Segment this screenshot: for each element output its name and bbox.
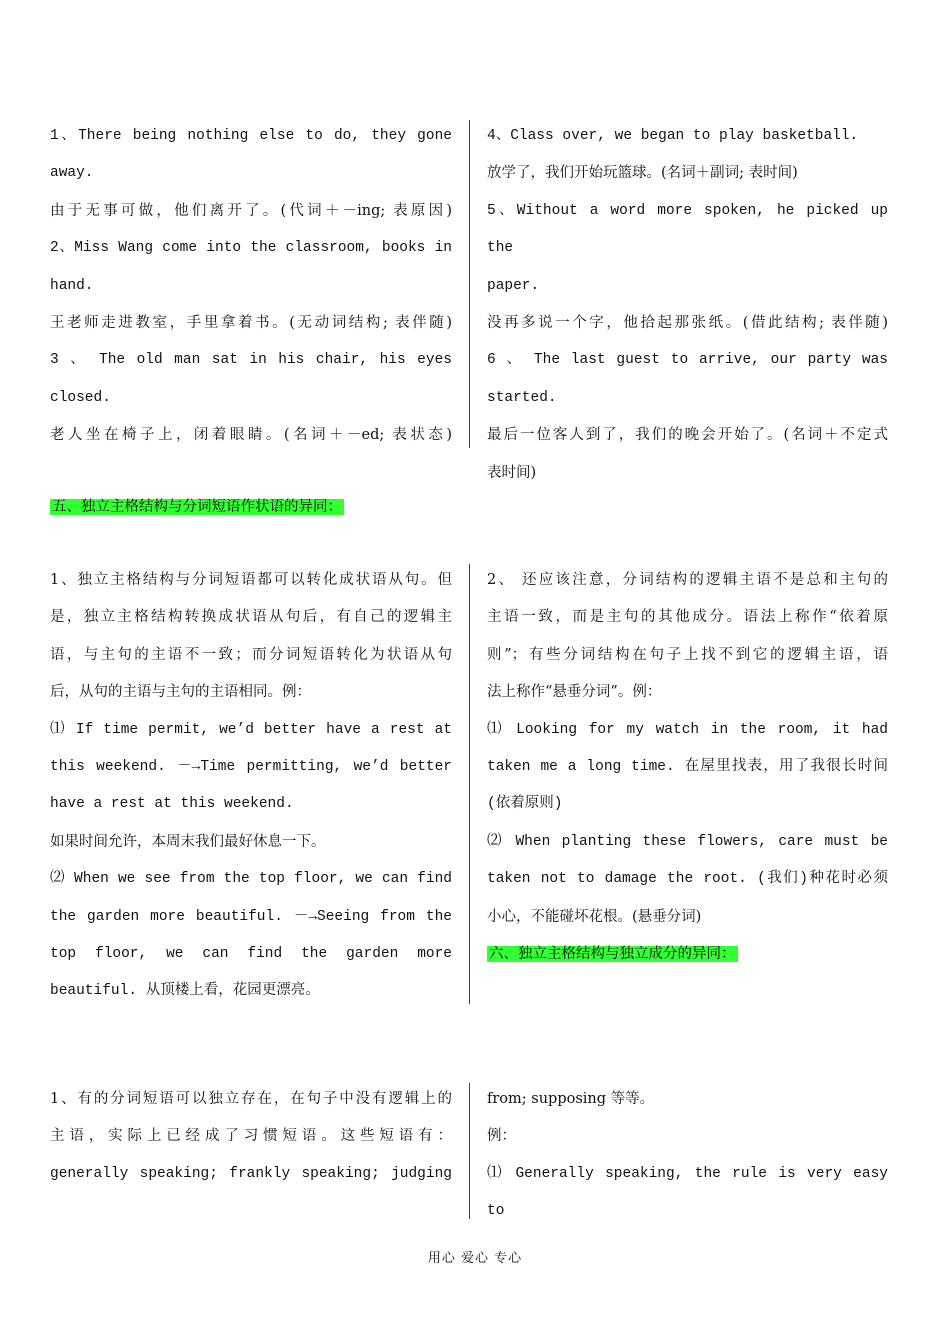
paragraph-line: 6 、 The last guest to arrive, our party was xyxy=(487,352,888,369)
column-divider xyxy=(469,120,470,448)
paragraph-line: 王老师走进教室，手里拿着书。(无动词结构; 表伴随) xyxy=(50,315,452,332)
paragraph-line: ⑴ Looking for my watch in the room, it had xyxy=(487,721,888,738)
paragraph-line: ⑴ Generally speaking, the rule is very easy to xyxy=(487,1165,888,1220)
paragraph-line: closed. xyxy=(50,389,111,406)
paragraph-line: 小心，不能碰坏花根。(悬垂分词) xyxy=(487,908,702,925)
paragraph-line: 5、Without a word more spoken, he picked up the xyxy=(487,202,888,257)
paragraph-line: 由于无事可做，他们离开了。(代词＋－ing; 表原因) xyxy=(50,202,452,219)
paragraph-line: started. xyxy=(487,389,557,406)
block2-left-column xyxy=(50,562,452,1011)
paragraph-line: 2、Miss Wang come into the classroom, books in xyxy=(50,240,452,257)
paragraph-line: hand. xyxy=(50,277,94,294)
paragraph-line: ⑵ When planting these flowers, care must be xyxy=(487,833,888,850)
paragraph-line: ⑴ If time permit, we’d better have a rest at xyxy=(50,721,452,738)
paragraph-line: 主语一致，而是主句的其他成分。语法上称作“依着原 xyxy=(487,609,888,626)
block1-right-column xyxy=(487,118,888,492)
paragraph-line: 后，从句的主语与主句的主语相同。例： xyxy=(50,684,311,701)
paragraph-line: 没再多说一个字，他拾起那张纸。(借此结构; 表伴随) xyxy=(487,315,888,332)
paragraph-line: taken me a long time. 在屋里找表，用了我很长时间 xyxy=(487,759,888,776)
paragraph-line: (依着原则) xyxy=(487,796,563,813)
paragraph-line: 是，独立主格结构转换成状语从句后，有自己的逻辑主 xyxy=(50,609,452,626)
paragraph-line: the garden more beautiful. －→Seeing from the xyxy=(50,908,452,925)
block1-left-column xyxy=(50,118,452,455)
paragraph-line: 最后一位客人到了，我们的晚会开始了。(名词＋不定式 xyxy=(487,427,888,444)
paragraph-line: beautiful. 从顶楼上看，花园更漂亮。 xyxy=(50,983,320,1000)
paragraph-line: 如果时间允许，本周末我们最好休息一下。 xyxy=(50,833,326,850)
paragraph-line: top floor, we can find the garden more xyxy=(50,946,452,963)
paragraph-line: 老人坐在椅子上，闭着眼睛。(名词＋－ed; 表状态) xyxy=(50,427,452,444)
paragraph-line: 1、独立主格结构与分词短语都可以转化成状语从句。但 xyxy=(50,572,452,588)
paragraph-line: paper. xyxy=(487,277,540,294)
paragraph-line: 表时间) xyxy=(487,464,537,481)
paragraph-line: 例： xyxy=(487,1128,516,1145)
paragraph-line: 法上称作“悬垂分词”。例： xyxy=(487,684,662,701)
paragraph-line: 3 、 The old man sat in his chair, his eyes xyxy=(50,352,452,369)
paragraph-line: taken not to damage the root. (我们)种花时必须 xyxy=(487,871,888,888)
page-footer: 用心 爱心 专心 xyxy=(427,1251,523,1266)
paragraph-line: 语，与主句的主语不一致；而分词短语转化为状语从句 xyxy=(50,646,452,663)
paragraph-line: this weekend. －→Time permitting, we’d better xyxy=(50,759,452,776)
paragraph-line: 则”；有些分词结构在句子上找不到它的逻辑主语，语 xyxy=(487,646,888,663)
block3-left-column xyxy=(50,1081,452,1193)
paragraph-line: 主语，实际上已经成了习惯短语。这些短语有： xyxy=(50,1128,452,1145)
section-heading-6 xyxy=(487,936,888,973)
paragraph-line: away. xyxy=(50,165,94,182)
paragraph-line: 4、Class over, we began to play basketball. xyxy=(487,128,859,144)
section-heading-5 xyxy=(50,497,344,517)
paragraph-line: have a rest at this weekend. xyxy=(50,796,294,813)
paragraph-line: generally speaking; frankly speaking; judging xyxy=(50,1165,452,1182)
paragraph-line: 1、There being nothing else to do, they gone xyxy=(50,128,452,144)
paragraph-line: 放学了，我们开始玩篮球。(名词＋副词; 表时间) xyxy=(487,165,798,182)
paragraph-line: ⑵ When we see from the top floor, we can find xyxy=(50,871,452,888)
block3-right-column xyxy=(487,1081,888,1231)
block2-right-column xyxy=(487,562,888,973)
column-divider xyxy=(469,1083,470,1219)
paragraph-line: 1、有的分词短语可以独立存在，在句子中没有逻辑上的 xyxy=(50,1091,452,1107)
highlighted-heading-text: 五、独立主格结构与分词短语作状语的异同： xyxy=(52,499,342,515)
column-divider xyxy=(469,564,470,1004)
highlighted-heading-text: 六、独立主格结构与独立成分的异同： xyxy=(489,946,736,963)
paragraph-line: from; supposing 等等。 xyxy=(487,1091,655,1107)
paragraph-line: 2、 还应该注意，分词结构的逻辑主语不是总和主句的 xyxy=(487,572,888,588)
